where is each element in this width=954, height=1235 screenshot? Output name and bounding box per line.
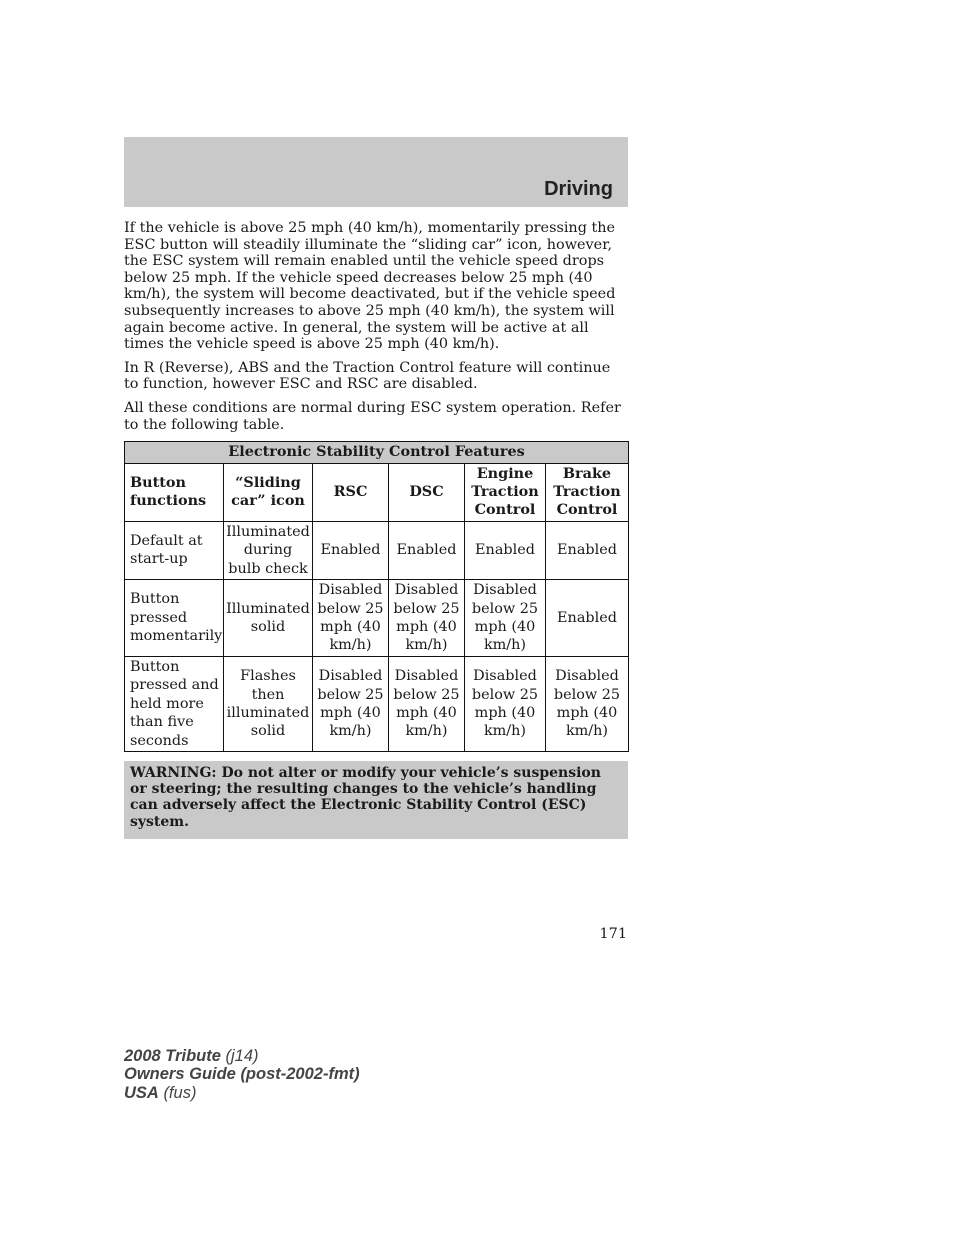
page-content [124, 220, 628, 839]
footer-market: USA [124, 1083, 159, 1102]
table-caption-row [125, 442, 629, 463]
table-cell: Button pressed momentarily [125, 579, 224, 656]
footer-line-model [124, 1047, 360, 1065]
table-cell: Disabled below 25 mph (40 km/h) [389, 656, 465, 751]
table-cell: Disabled below 25 mph (40 km/h) [389, 579, 465, 656]
footer-line-guide [124, 1065, 360, 1083]
table-cell: Flashes then illuminated solid [224, 656, 313, 751]
footer-market-code: (fus) [163, 1083, 197, 1102]
footer-model: 2008 Tribute [124, 1047, 221, 1065]
paragraph-conditions: All these conditions are normal during ESC system operation. Refer to the following table. [124, 399, 621, 433]
warning-box: WARNING: Do not alter or modify your vehicle’s suspension or steering; the resulting changes to the vehicle’s handling can adversely affect the Electronic Stability Control (ESC) system. [124, 761, 628, 839]
table-cell: Enabled [389, 521, 465, 579]
table-cell: Enabled [313, 521, 389, 579]
footer-guide: Owners Guide (post-2002-fmt) [124, 1065, 360, 1084]
table-caption: Electronic Stability Control Features [125, 442, 629, 463]
table-cell: Enabled [465, 521, 546, 579]
footer-line-market [124, 1084, 360, 1102]
column-header-button-functions: Button functions [125, 463, 224, 521]
table-cell: Disabled below 25 mph (40 km/h) [546, 656, 629, 751]
section-header-band [124, 137, 628, 207]
column-header-dsc: DSC [389, 463, 465, 521]
column-header-sliding-car-icon: “Sliding car” icon [224, 463, 313, 521]
column-header-rsc: RSC [313, 463, 389, 521]
paragraph-reverse: In R (Reverse), ABS and the Traction Control feature will continue to function, however ESC and RSC are disabled. [124, 359, 611, 393]
table-header-row [125, 463, 629, 521]
table-cell: Illuminated during bulb check [224, 521, 313, 579]
paragraph-esc-speed: If the vehicle is above 25 mph (40 km/h), momentarily pressing the ESC button will steadily illuminate the “sliding car” icon, however, the ESC system will remain enabled until the vehicle speed drops below 25 mph. If the vehicle speed decreases below 25 mph (40 km/h), the system will become deactivated, but if the vehicle speed subsequently increases to above 25 mph (40 km/h), the system will again become active. In general, the system will be active at all times the vehicle speed is above 25 mph (40 km/h). [124, 220, 616, 353]
table-cell: Disabled below 25 mph (40 km/h) [313, 579, 389, 656]
page-number: 171 [599, 926, 627, 942]
section-title: Driving [544, 178, 613, 200]
table-cell: Disabled below 25 mph (40 km/h) [465, 579, 546, 656]
table-row [125, 656, 629, 751]
table-cell: Illuminated solid [224, 579, 313, 656]
table-row [125, 521, 629, 579]
table-cell: Button pressed and held more than five seconds [125, 656, 224, 751]
table-cell: Disabled below 25 mph (40 km/h) [313, 656, 389, 751]
table-cell: Disabled below 25 mph (40 km/h) [465, 656, 546, 751]
column-header-engine-traction: Engine Traction Control [465, 463, 546, 521]
table-row [125, 579, 629, 656]
column-header-brake-traction: Brake Traction Control [546, 463, 629, 521]
document-footer [124, 1047, 360, 1102]
footer-model-code: (j14) [225, 1047, 259, 1065]
esc-features-table [124, 441, 629, 752]
table-cell: Enabled [546, 521, 629, 579]
table-cell: Default at start-up [125, 521, 224, 579]
table-cell: Enabled [546, 579, 629, 656]
